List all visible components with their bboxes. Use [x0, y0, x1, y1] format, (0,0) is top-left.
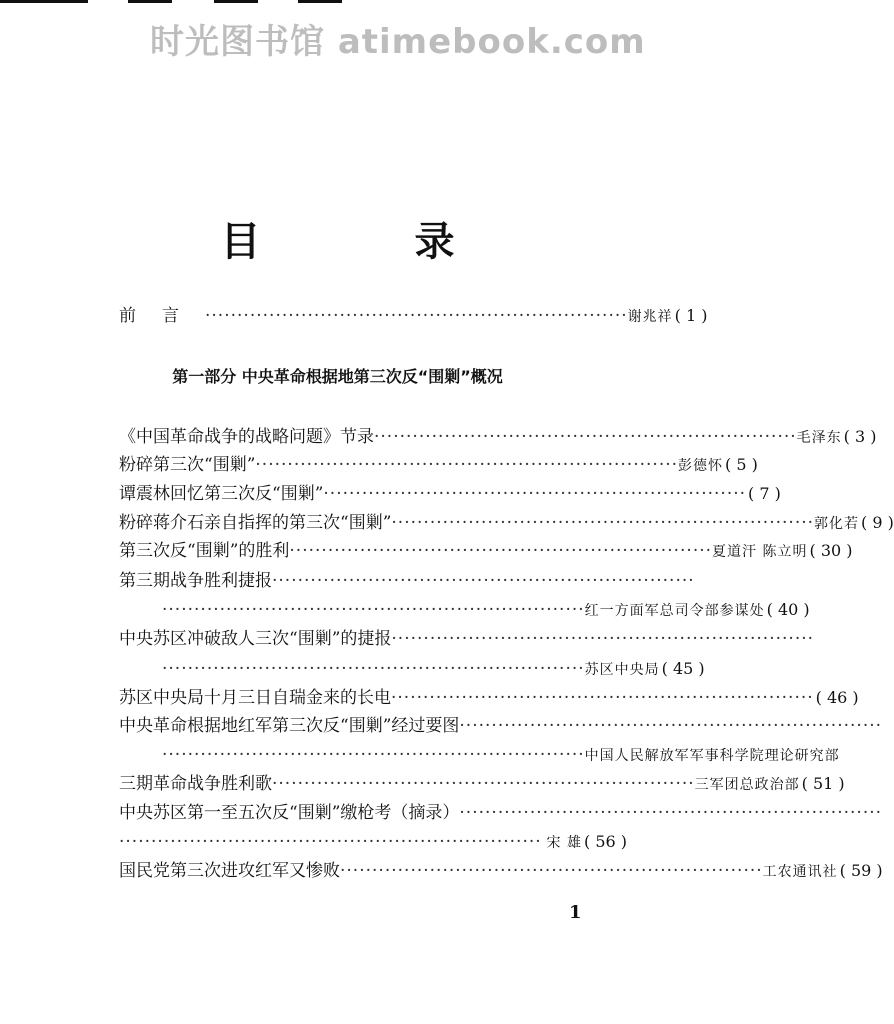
toc-entry-title: 国民党第三次进攻红军又惨败: [119, 861, 340, 881]
leader-dots: ··································································: [162, 745, 585, 765]
toc-entry-title: 第三期战争胜利捷报: [119, 571, 272, 591]
toc-entry[interactable]: [119, 771, 845, 797]
toc-entry[interactable]: [119, 538, 853, 564]
toc-entry-author: 三军团总政治部: [694, 777, 800, 793]
toc-entry-page: ( 46 ): [815, 688, 859, 707]
toc-entry-page: ( 7 ): [748, 484, 781, 503]
toc-entry-page: ( 45 ): [661, 659, 705, 678]
toc-entry-author: 毛泽东: [796, 430, 842, 446]
toc-entry-author: 夏道汗 陈立明: [712, 544, 808, 560]
toc-entry-title: 中央苏区冲破敌人三次“围剿”的捷报: [119, 629, 392, 649]
leader-dots: ··································································: [205, 306, 628, 326]
toc-entry-title: 苏区中央局十月三日自瑞金来的长电: [119, 688, 391, 708]
toc-entry-continuation[interactable]: [119, 829, 627, 855]
toc-entry-title: 谭震林回忆第三次反“围剿”: [119, 484, 324, 504]
toc-entry-page: ( 1 ): [674, 306, 708, 325]
toc-entry-page: ( 51 ): [801, 774, 845, 793]
leader-dots: ··································································: [162, 600, 585, 620]
toc-entry-page: ( 30 ): [809, 541, 853, 560]
leader-dots: ··································································: [289, 541, 713, 561]
toc-entry-author: 郭化若: [814, 516, 860, 532]
leader-dots: ··································································: [459, 716, 883, 736]
toc-entry[interactable]: [119, 452, 758, 478]
leader-dots: ··································································: [374, 427, 797, 447]
toc-entry-page: ( 5 ): [725, 455, 758, 474]
leader-dots: ··································································: [391, 513, 815, 533]
toc-entry[interactable]: [119, 685, 859, 711]
toc-entry-continuation[interactable]: [162, 597, 810, 623]
toc-entry[interactable]: [119, 481, 781, 507]
toc-entry-title: 第三次反“围剿”的胜利: [119, 541, 290, 561]
toc-entry-title: 前言: [119, 306, 205, 326]
leader-dots: ··································································: [119, 832, 542, 852]
leader-dots: ··································································: [162, 659, 585, 679]
toc-entry-page: ( 40 ): [766, 600, 810, 619]
page-title: 目 录: [220, 219, 525, 265]
toc-entry-continuation[interactable]: [162, 742, 840, 768]
toc-entry-page: ( 56 ): [583, 832, 627, 851]
toc-entry-page: ( 9 ): [861, 513, 894, 532]
leader-dots: ··································································: [272, 774, 695, 794]
toc-entry-title: 中央苏区第一至五次反“围剿”缴枪考（摘录）: [119, 803, 460, 823]
toc-entry-continuation[interactable]: [162, 656, 705, 682]
toc-entry-title: 中央革命根据地红军第三次反“围剿”经过要图: [119, 716, 460, 736]
leader-dots: ··································································: [391, 688, 814, 708]
toc-entry[interactable]: [119, 713, 883, 739]
top-scan-marks: [0, 0, 675, 8]
toc-entry-author: 工农通讯社: [762, 864, 838, 880]
leader-dots: ··································································: [323, 484, 747, 504]
toc-entry[interactable]: [119, 626, 815, 652]
leader-dots: ··································································: [255, 455, 679, 475]
toc-entry-author: 彭德怀: [678, 458, 724, 474]
toc-entry-title: 粉碎蒋介石亲自指挥的第三次“围剿”: [119, 513, 392, 533]
leader-dots: ··································································: [459, 803, 883, 823]
toc-entry[interactable]: [119, 800, 883, 826]
toc-entry-author: 苏区中央局: [584, 662, 660, 678]
toc-entry[interactable]: [119, 858, 883, 884]
toc-entry-author: 红一方面军总司令部参谋处: [584, 603, 765, 619]
watermark: 时光图书馆 atimebook.com: [150, 22, 646, 62]
page-number: 1: [569, 902, 582, 923]
toc-entry-page: ( 59 ): [839, 861, 883, 880]
leader-dots: ··································································: [272, 571, 695, 591]
toc-entry-author: 中国人民解放军军事科学院理论研究部: [584, 748, 840, 764]
toc-entry-title: 三期革命战争胜利歌: [119, 774, 272, 794]
toc-entry-title: 《中国革命战争的战略问题》节录: [119, 427, 374, 447]
section-title: 第一部分 中央革命根据地第三次反“围剿”概况: [172, 367, 503, 386]
leader-dots: ··································································: [340, 861, 763, 881]
toc-entry-author: 宋 雄: [546, 835, 582, 851]
toc-entry[interactable]: [119, 424, 877, 450]
toc-entry-title: 粉碎第三次“围剿”: [119, 455, 256, 475]
toc-entry-author: 谢兆祥: [627, 309, 673, 325]
leader-dots: ··································································: [391, 629, 815, 649]
toc-entry-preface[interactable]: [119, 303, 708, 329]
toc-entry[interactable]: [119, 510, 894, 536]
toc-entry-page: ( 3 ): [843, 427, 877, 446]
toc-entry[interactable]: [119, 568, 695, 594]
